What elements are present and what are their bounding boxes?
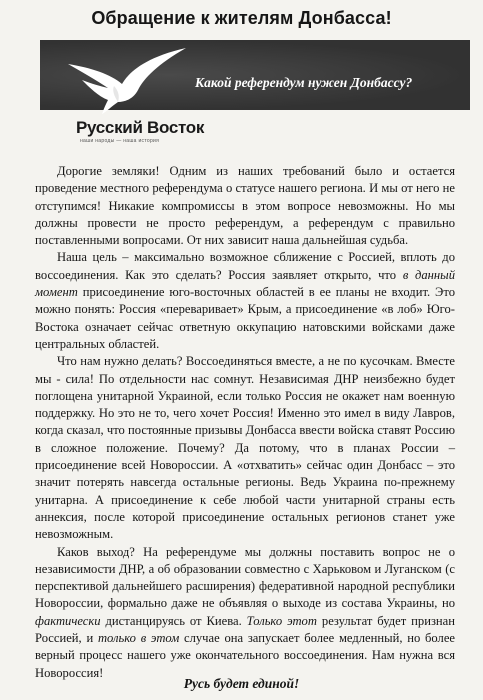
banner-slogan: Какой референдум нужен Донбассу? <box>195 75 413 90</box>
paragraph-1-text: Дорогие земляки! Одним из наших требований было и остается проведение местного референдума о статусе нашего региона. И мы от него не отступимся! Никакие компромиссы в этом вопросе невозможны. Но мы должны провести не просто референдум, а референдум с правильно поставленными вопросами. От них зависит наша дальнейшая судьба. <box>35 164 455 248</box>
paragraph-4-text-cont-1: дистанцируясь от Киева. <box>100 613 247 628</box>
logo-tagline: наши народы — наша история <box>80 138 160 144</box>
paragraph-2 <box>35 249 455 353</box>
paragraph-4-emphasis-2: Только этот <box>246 613 317 628</box>
white-bird-icon <box>62 44 192 116</box>
paragraph-2-emphasis: в данный момент <box>35 267 455 300</box>
closing-slogan: Русь будет единой! <box>183 676 300 691</box>
paragraph-4-text-cont-3: случае она запускает более медленный, но более верный процесс нашего уже окончательного воссоединения. Нам нужна вся Новороссия! <box>35 631 456 680</box>
paragraph-4 <box>35 544 455 682</box>
paragraph-2-text: Наша цель – максимально возможное сближение с Россией, вплоть до воссоединения. Как это сделать? Россия заявляет открыто, что <box>35 250 455 282</box>
page-title: Обращение к жителям Донбасса! <box>91 8 392 28</box>
logo-name: Русский Восток <box>76 118 205 137</box>
appeal-body <box>35 163 455 682</box>
paragraph-3-text: Что нам нужно делать? Воссоединяться вместе, а не по кусочкам. Вместе мы - сила! По отдельности нас сомнут. Независимая ДНР неизбежно будет поглощена унитарной Украиной, если только Россия не окажет нам военную поддержку. Но это не то, чего хочет Россия! Именно это имел в виду Лавров, когда сказал, что постоянные призывы Донбасса ввести войска ставят Россию в сложное положение. Почему? Да потому, что в планах России – присоединение всей Новороссии. А «отхватить» сейчас один Донбасс – это значит потерять навсегда остальные регионы. Ведь Украина по-прежнему унитарна. А присоединение к себе любой части унитарной страны есть аннексия, после которой присоединение остальных регионов станет уже невозможным. <box>35 354 455 542</box>
paragraph-4-emphasis-1: фактически <box>35 613 101 628</box>
paragraph-3 <box>35 353 455 543</box>
paragraph-1 <box>35 163 455 249</box>
paragraph-4-text-cont-2: результат будет признан Россией, и <box>35 613 455 646</box>
paragraph-2-text-cont: присоединение юго-восточных областей в ее планы не входит. Это можно понять: Россия «переваривает» Крым, а присоединение «в лоб» Юго-Востока означает сейчас ответную оккупацию натовскими войсками даже центральных областей. <box>35 285 455 351</box>
paragraph-4-emphasis-3: только в этом <box>97 631 180 646</box>
paragraph-4-text: Каков выход? На референдуме мы должны поставить вопрос не о независимости ДНР, а об образовании совместно с Харьковом и Луганском (с перспективой дальнейшего расширения) федеративной народной республики Новороссии, формально даже не объявляя о выходе из состава Украины, но <box>35 544 455 611</box>
